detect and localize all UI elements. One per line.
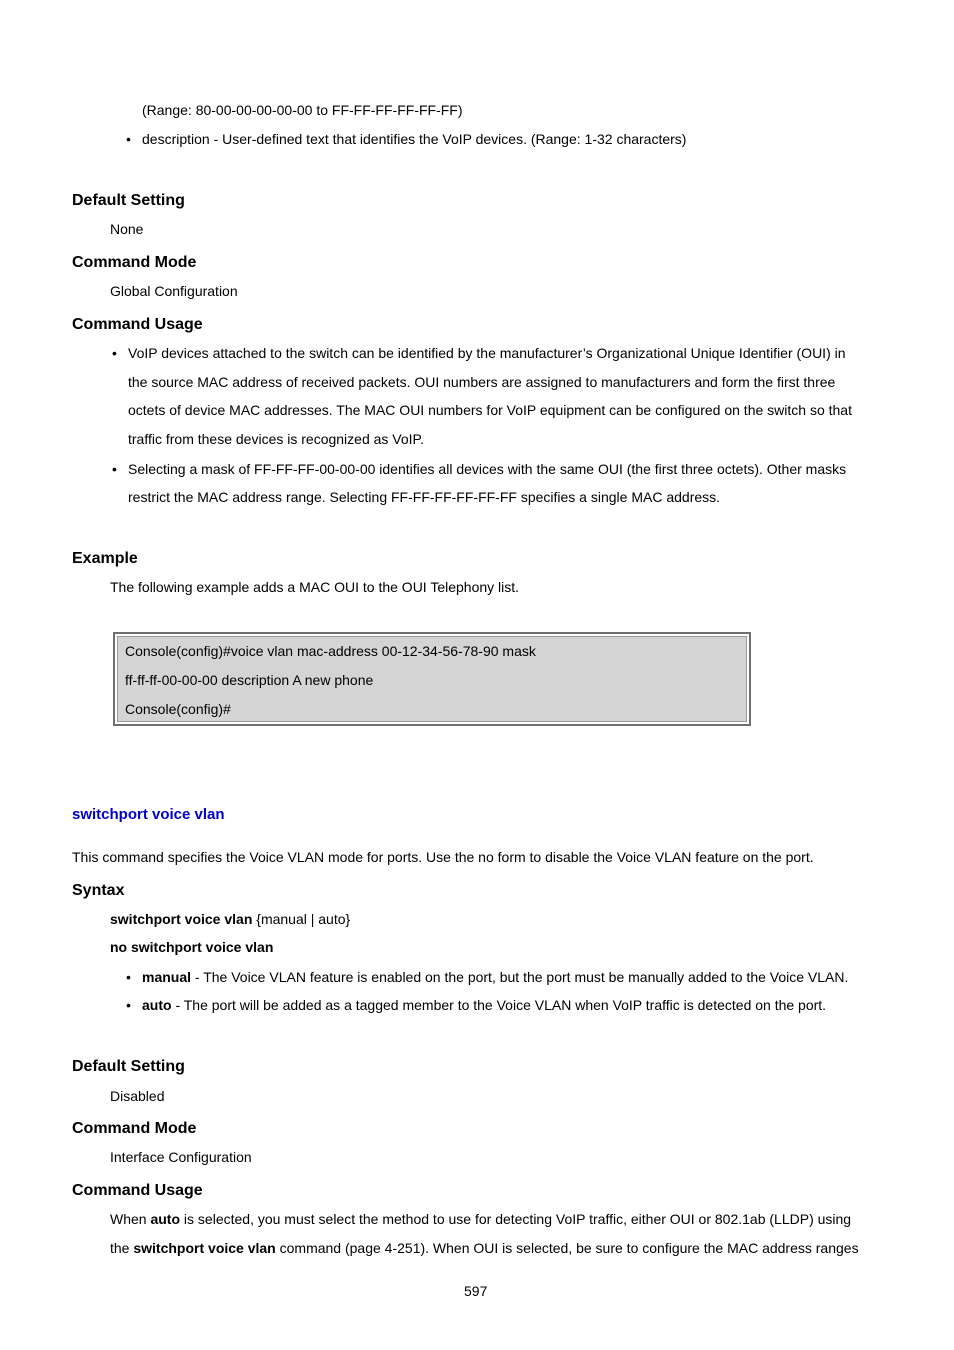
usage-paragraph-line-2 [110, 1234, 859, 1263]
syntax-command-bold: switchport voice vlan [110, 911, 253, 927]
section-intro: This command specifies the Voice VLAN mode for ports. Use the no form to disable the Voice VLAN feature on the port. [72, 849, 814, 865]
option-bullet-manual [142, 963, 848, 992]
usage-bullet-1-line-1: • VoIP devices attached to the switch can be identified by the manufacturer’s Organizational Unique Identifier (OUI) in [128, 339, 846, 368]
console-line-1: Console(config)#voice vlan mac-address 00-12-34-56-78-90 mask [125, 643, 536, 659]
example-heading: Example [72, 550, 138, 567]
option-text-auto: - The port will be added as a tagged member to the Voice VLAN when VoIP traffic is detected on the port. [171, 997, 827, 1013]
command-usage-heading-2: Command Usage [72, 1182, 203, 1199]
usage-bullet-1-line-3: octets of device MAC addresses. The MAC OUI numbers for VoIP equipment can be configured on the switch so that [128, 402, 852, 418]
syntax-command [110, 905, 350, 934]
usage-line1-a: When [110, 1211, 151, 1227]
command-mode-value-2: Interface Configuration [110, 1149, 252, 1165]
console-line-2: ff-ff-ff-00-00-00 description A new phone [125, 672, 374, 688]
usage-line2-c: command (page 4-251). When OUI is selected, be sure to configure the MAC address ranges [275, 1240, 859, 1256]
usage-line2-b: switchport voice vlan [133, 1240, 276, 1256]
option-text-manual: - The Voice VLAN feature is enabled on the port, but the port must be manually added to the Voice VLAN. [191, 969, 849, 985]
range-text: (Range: 80-00-00-00-00-00 to FF-FF-FF-FF-FF-FF) [142, 102, 463, 118]
usage-line2-a: the [110, 1240, 134, 1256]
default-setting-heading-2: Default Setting [72, 1058, 185, 1075]
option-bullet-auto [142, 991, 826, 1020]
syntax-command-options: {manual | auto} [252, 911, 351, 927]
usage-paragraph-line-1 [110, 1205, 851, 1234]
default-setting-value-2: Disabled [110, 1088, 165, 1104]
console-box [113, 632, 751, 726]
option-term-manual: manual [142, 969, 192, 985]
usage-line1-c: is selected, you must select the method to use for detecting VoIP traffic, either OUI or 802.1ab (LLDP) using [180, 1211, 852, 1227]
syntax-heading: Syntax [72, 882, 125, 899]
page-number: 597 [464, 1283, 488, 1299]
example-text: The following example adds a MAC OUI to the OUI Telephony list. [110, 579, 520, 595]
command-usage-heading: Command Usage [72, 316, 203, 333]
usage-bullet-1-line-4: traffic from these devices is recognized as VoIP. [128, 431, 424, 447]
description-bullet: • description - User-defined text that identifies the VoIP devices. (Range: 1-32 characters) [142, 125, 686, 154]
command-mode-heading-2: Command Mode [72, 1120, 197, 1137]
option-term-auto: auto [142, 997, 172, 1013]
usage-bullet-2-line-2: restrict the MAC address range. Selecting FF-FF-FF-FF-FF-FF specifies a single MAC address. [128, 489, 721, 505]
default-setting-heading: Default Setting [72, 192, 185, 209]
command-mode-heading: Command Mode [72, 254, 197, 271]
console-line-3: Console(config)# [125, 701, 231, 717]
syntax-no-command: no switchport voice vlan [110, 939, 274, 955]
default-setting-value: None [110, 221, 144, 237]
section-title-link[interactable]: switchport voice vlan [72, 806, 225, 823]
usage-bullet-2-line-1: • Selecting a mask of FF-FF-FF-00-00-00 identifies all devices with the same OUI (the first three octets). Other masks [128, 455, 846, 484]
command-mode-value: Global Configuration [110, 283, 238, 299]
usage-bullet-1-line-2: the source MAC address of received packets. OUI numbers are assigned to manufacturers and form the first three [128, 374, 836, 390]
usage-line1-b: auto [150, 1211, 181, 1227]
